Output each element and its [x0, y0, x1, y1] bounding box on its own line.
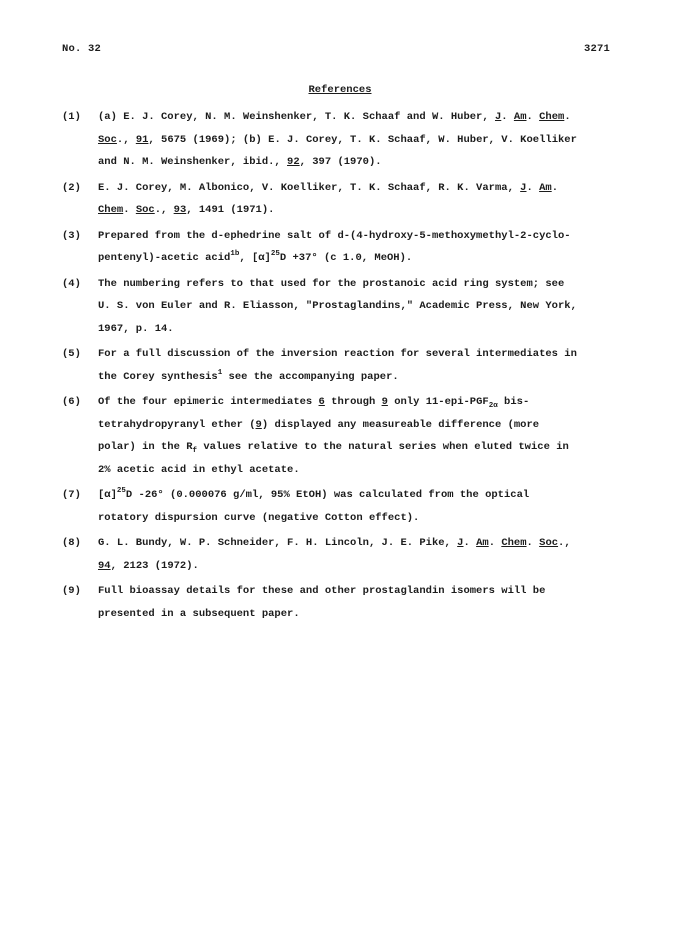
reference-line: the Corey synthesis$^1$ see the accompanying paper.	[98, 368, 399, 383]
reference-text	[98, 177, 632, 222]
subscript: f	[192, 447, 198, 455]
page-number: 3271	[583, 43, 610, 55]
reference-text	[98, 391, 632, 481]
reference-number: (3)	[62, 229, 81, 242]
reference-line: Prepared from the d-ephedrine salt of d-(4-hydroxy-5-methoxymethyl-2-cyclo-	[98, 229, 571, 242]
reference-line: For a full discussion of the inversion reaction for several intermediates in	[98, 348, 577, 360]
underlined-text: 92	[287, 156, 300, 168]
reference-line: pentenyl)-acetic acid$^{1b}$, $[\alpha]^{25}D +37^\circ$ (c 1.0, MeOH).	[98, 250, 413, 264]
underlined-text: 94	[98, 559, 111, 572]
subscript: 2α	[488, 402, 498, 410]
superscript: 1	[217, 368, 223, 377]
references-heading	[0, 84, 680, 96]
reference-line: $[\alpha]^{25}D$ -26° (0.000076 g/ml, 95% EtOH) was calculated from the optical	[98, 487, 530, 501]
reference-line: 1967, p. 14.	[98, 322, 174, 335]
underlined-text: 91	[135, 133, 149, 146]
reference-line: polar) in the $R_f$ values relative to the natural series when eluted twice in	[98, 441, 569, 455]
references-title: References	[308, 84, 372, 96]
underlined-text: 6	[318, 396, 325, 408]
underlined-text: Chem	[501, 537, 527, 549]
reference-line: rotatory dispursion curve (negative Cotton effect).	[98, 511, 420, 524]
reference-line: Of the four epimeric intermediates 6 through 9 only $11-epi-PGF_{2\alpha}$ bis-	[98, 396, 530, 410]
reference-number: (1)	[62, 111, 81, 123]
reference-line: Soc., 91, 5675 (1969); (b) E. J. Corey, T. K. Schaaf, W. Huber, V. Koelliker	[98, 133, 577, 146]
underlined-text: Chem	[539, 111, 565, 123]
reference-number: (7)	[62, 489, 81, 501]
underlined-text: 93	[173, 204, 187, 216]
superscript: 25	[270, 250, 280, 258]
reference-line: 94, 2123 (1972).	[98, 559, 199, 572]
reference-line: presented in a subsequent paper.	[98, 607, 300, 620]
reference-number: (8)	[62, 537, 81, 549]
underlined-text: J	[494, 111, 502, 123]
underlined-text: Am	[476, 537, 489, 549]
reference-line: Full bioassay details for these and other prostaglandin isomers will be	[98, 585, 546, 597]
reference-item	[62, 225, 632, 270]
reference-text	[98, 532, 632, 577]
reference-line: G. L. Bundy, W. P. Schneider, F. H. Lincoln, J. E. Pike, J. Am. Chem. Soc.,	[98, 537, 577, 549]
underlined-text: J	[457, 537, 464, 549]
reference-item	[62, 484, 632, 529]
journal-number: No. 32	[62, 43, 102, 55]
reference-item	[62, 106, 632, 174]
underlined-text: J	[520, 181, 527, 194]
underlined-text: 9	[255, 418, 262, 431]
reference-line: E. J. Corey, M. Albonico, V. Koelliker, T. K. Schaaf, R. K. Varma, J. Am.	[98, 181, 559, 194]
underlined-text: Soc	[98, 133, 117, 146]
reference-text	[98, 273, 632, 341]
superscript: 25	[116, 487, 126, 495]
reference-item	[62, 580, 632, 625]
reference-item	[62, 343, 632, 388]
references-list	[62, 106, 632, 628]
reference-line: tetrahydropyranyl ether (9) displayed any measureable difference (more	[98, 418, 540, 431]
reference-text	[98, 580, 632, 625]
reference-text	[98, 484, 632, 529]
reference-item	[62, 532, 632, 577]
reference-number: (9)	[62, 585, 81, 597]
reference-number: (4)	[62, 277, 81, 290]
underlined-text: Am	[539, 181, 552, 194]
reference-number: (2)	[62, 181, 81, 194]
reference-text	[98, 225, 632, 270]
reference-line: (a) E. J. Corey, N. M. Weinshenker, T. K. Schaaf and W. Huber, J. Am. Chem.	[98, 111, 571, 123]
reference-line: The numbering refers to that used for the prostanoic acid ring system; see	[98, 277, 565, 290]
superscript: 1b	[230, 250, 240, 258]
reference-line: and N. M. Weinshenker, ibid., 92, 397 (1970).	[98, 156, 382, 168]
underlined-text: Soc	[135, 204, 155, 216]
underlined-text: Chem	[98, 204, 124, 216]
reference-item	[62, 177, 632, 222]
reference-number: (5)	[62, 348, 81, 360]
underlined-text: Soc	[539, 537, 559, 549]
reference-line: Chem. Soc., 93, 1491 (1971).	[98, 204, 275, 216]
reference-text	[98, 106, 632, 174]
reference-line: 2% acetic acid in ethyl acetate.	[98, 463, 300, 476]
reference-text	[98, 343, 632, 388]
underlined-text: Am	[513, 111, 527, 123]
reference-number: (6)	[62, 396, 81, 408]
underlined-text: 9	[381, 396, 388, 408]
reference-item	[62, 273, 632, 341]
reference-item	[62, 391, 632, 481]
reference-line: U. S. von Euler and R. Eliasson, "Prostaglandins," Academic Press, New York,	[98, 300, 577, 312]
